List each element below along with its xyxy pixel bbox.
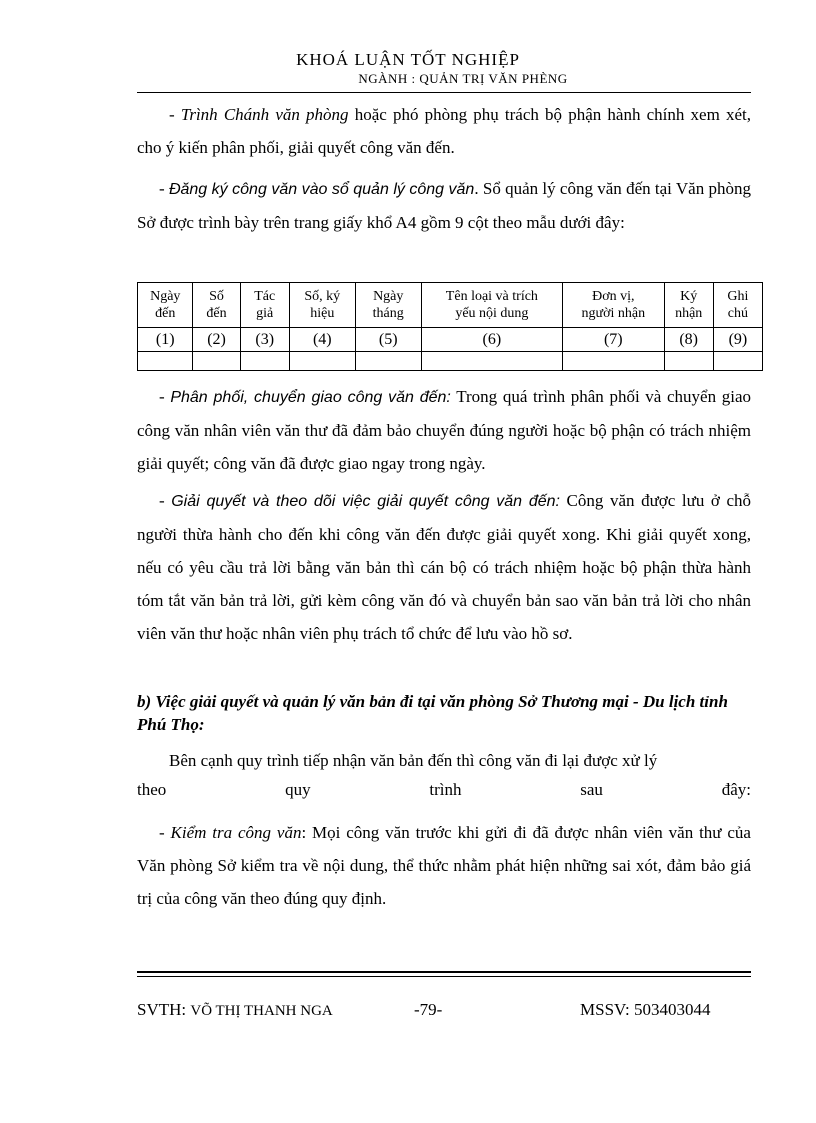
table-header-cell: Ký nhận <box>664 283 713 328</box>
table-cell: (1) <box>138 328 193 352</box>
table-header-cell: Số, ký hiệu <box>289 283 355 328</box>
italic-term: Đăng ký công văn vào sổ quản lý công văn <box>168 181 475 198</box>
table-cell <box>138 352 193 371</box>
word: đây: <box>721 780 751 799</box>
table-cell <box>193 352 240 371</box>
bullet-dash: - <box>169 105 181 124</box>
italic-term: Kiểm tra công văn <box>170 823 302 842</box>
bullet-dash: - <box>159 179 169 198</box>
table-header-cell: Đơn vị, người nhận <box>563 283 665 328</box>
table-cell: (4) <box>289 328 355 352</box>
footer-rule-bottom <box>137 976 751 977</box>
table-cell: (2) <box>193 328 240 352</box>
paragraph-kiem-tra <box>137 816 751 915</box>
footer-page-number: -79- <box>414 1000 443 1019</box>
table-header-cell: Tác giả <box>240 283 289 328</box>
italic-term: Giải quyết và theo dõi việc giải quyết công văn đến: <box>171 493 560 510</box>
paragraph-text: hoặc phó phòng phụ trách bộ phận hành chính xem xét, cho ý kiến phân phối, giải quyết công văn đến. <box>137 105 751 157</box>
paragraph-phan-phoi <box>137 380 751 480</box>
footer-rule-top <box>137 971 751 973</box>
header-title: KHOÁ LUẬN TỐT NGHIỆP <box>296 50 520 69</box>
table-cell <box>664 352 713 371</box>
bullet-dash: - <box>159 387 171 406</box>
table-cell: (6) <box>421 328 562 352</box>
bullet-dash: - <box>159 823 171 842</box>
word: theo <box>137 780 167 799</box>
section-heading-b: b) Việc giải quyết và quản lý văn bản đi tại văn phòng Sở Thương mại - Du lịch tỉnh Phú Thọ: <box>137 692 728 734</box>
register-table <box>137 282 763 371</box>
paragraph-giai-quyet <box>137 484 751 650</box>
table-cell <box>289 352 355 371</box>
table-cell: (3) <box>240 328 289 352</box>
justified-line <box>137 780 751 800</box>
table-header-cell: Ngày đến <box>138 283 193 328</box>
paragraph-dang-ky <box>137 172 751 239</box>
paragraph-trinh-chanh <box>137 98 751 164</box>
paragraph-text: : Mọi công văn trước khi gửi đi đã được nhân viên văn thư của Văn phòng Sở kiểm tra về nội dung, thể thức nhằm phát hiện những sai xót, đảm bảo giá trị của công văn theo đúng quy định. <box>137 823 751 908</box>
table-header-row <box>138 283 763 328</box>
table-cell: (9) <box>713 328 762 352</box>
table-cell <box>713 352 762 371</box>
header-rule <box>137 92 751 93</box>
paragraph-ben-canh: Bên cạnh quy trình tiếp nhận văn bản đến thì công văn đi lại được xử lý <box>169 751 658 770</box>
word: sau <box>580 780 603 799</box>
footer-student-name: VÕ THỊ THANH NGA <box>190 1003 333 1019</box>
footer-student <box>137 1000 333 1020</box>
paragraph-text: Công văn được lưu ở chỗ người thừa hành cho đến khi công văn đến được giải quyết xong. Khi giải quyết xong, nếu có yêu cầu trả lời bằng văn bản thì cán bộ có trách nhiệm hoặc bộ phận thừa hành tóm tắt văn bản trả lời, gửi kèm công văn đó và chuyển bản sao văn bản trả lời cho nhân viên văn thư hoặc nhân viên phụ trách tổ chức để lưu vào hồ sơ. <box>137 491 751 643</box>
table-cell: (8) <box>664 328 713 352</box>
table-empty-row <box>138 352 763 371</box>
table-header-cell: Ghi chú <box>713 283 762 328</box>
table-cell <box>240 352 289 371</box>
table-cell: (7) <box>563 328 665 352</box>
paragraph-text: . Sổ quản lý công văn đến tại Văn phòng Sở được trình bày trên trang giấy khổ A4 gồm 9 cột theo mẫu dưới đây: <box>137 179 751 232</box>
italic-term: Phân phối, chuyển giao công văn đến: <box>170 389 451 406</box>
bullet-dash: - <box>159 491 172 510</box>
table-header-cell: Ngày tháng <box>355 283 421 328</box>
table-cell <box>563 352 665 371</box>
table-number-row <box>138 328 763 352</box>
footer-mssv: MSSV: 503403044 <box>580 1000 711 1019</box>
table-cell: (5) <box>355 328 421 352</box>
paragraph-text: Trong quá trình phân phối và chuyển giao công văn nhân viên văn thư đã đảm bảo chuyển đúng người hoặc bộ phận có trách nhiệm giải quyết; công văn đã được giao ngay trong ngày. <box>137 387 751 473</box>
table-header-cell: Tên loại và trích yếu nội dung <box>421 283 562 328</box>
table-cell <box>421 352 562 371</box>
italic-term: Trình Chánh văn phòng <box>180 105 349 124</box>
header-subtitle: NGÀNH : QUẢN TRỊ VĂN PHÈNG <box>358 71 568 86</box>
footer-student-label: SVTH: <box>137 1000 187 1019</box>
table-cell <box>355 352 421 371</box>
word: trình <box>429 780 462 799</box>
table-header-cell: Số đến <box>193 283 240 328</box>
word: quy <box>285 780 311 799</box>
